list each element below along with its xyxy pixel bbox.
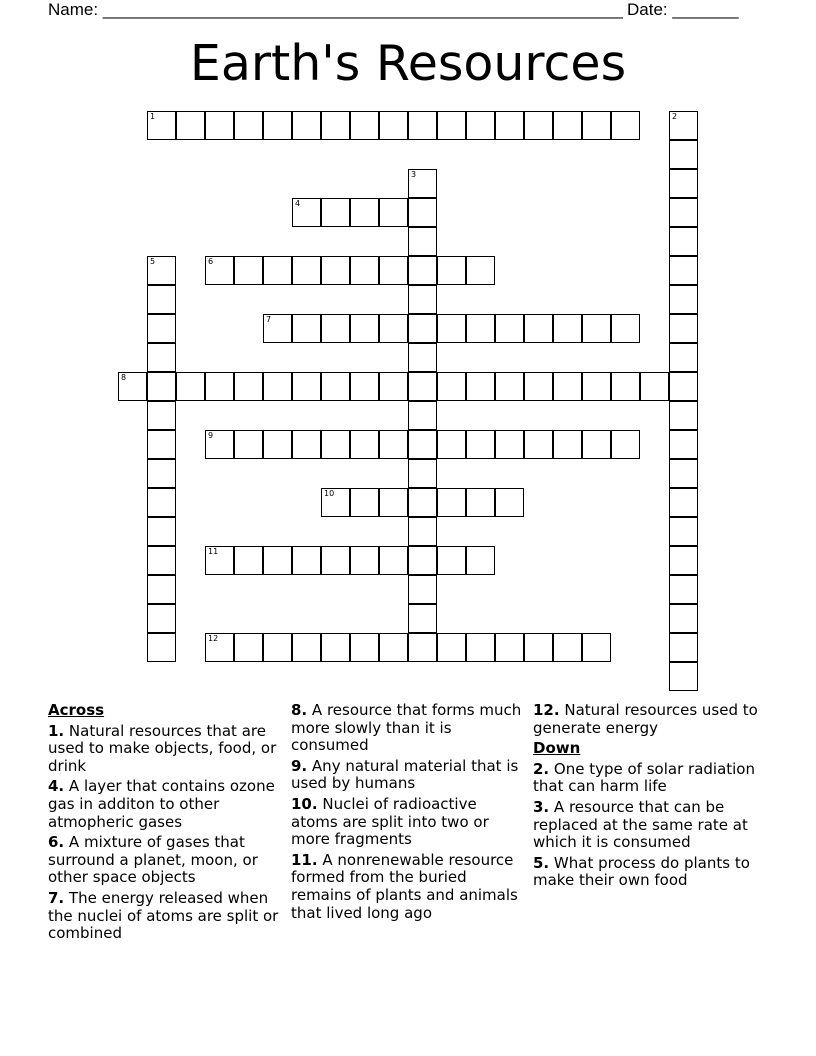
grid-cell[interactable] — [669, 459, 698, 488]
clue-number: 6. — [48, 833, 65, 852]
grid-cell[interactable] — [437, 488, 466, 517]
grid-cell[interactable] — [147, 488, 176, 517]
grid-cell[interactable] — [205, 633, 234, 662]
clue-number-label: 6 — [208, 257, 214, 266]
grid-cell[interactable] — [466, 633, 495, 662]
grid-cell[interactable] — [147, 546, 176, 575]
grid-cell[interactable] — [669, 546, 698, 575]
grid-cell[interactable] — [524, 372, 553, 401]
clue-number-label: 5 — [150, 257, 156, 266]
grid-cell[interactable] — [437, 430, 466, 459]
grid-cell[interactable] — [263, 256, 292, 285]
grid-cell[interactable] — [292, 633, 321, 662]
grid-cell[interactable] — [379, 633, 408, 662]
grid-cell[interactable] — [379, 546, 408, 575]
grid-cell[interactable] — [234, 546, 263, 575]
grid-cell[interactable] — [495, 111, 524, 140]
clue-number: 9. — [291, 756, 308, 775]
clue-number-label: 3 — [411, 170, 417, 179]
grid-cell[interactable] — [147, 604, 176, 633]
grid-cell[interactable] — [553, 633, 582, 662]
clue-text: Natural resources that are used to make objects, food, or drink — [48, 721, 277, 775]
grid-cell[interactable] — [234, 430, 263, 459]
grid-cell[interactable] — [669, 430, 698, 459]
grid-cell[interactable] — [437, 314, 466, 343]
grid-cell[interactable] — [466, 111, 495, 140]
clue-number-label: 7 — [266, 315, 272, 324]
grid-cell[interactable] — [176, 111, 205, 140]
clues-column-3 — [533, 702, 769, 893]
clues-column-2 — [291, 702, 523, 925]
grid-cell[interactable] — [611, 111, 640, 140]
grid-cell[interactable] — [669, 285, 698, 314]
grid-cell[interactable] — [466, 256, 495, 285]
clue-number-label: 11 — [208, 547, 219, 556]
grid-cell[interactable] — [205, 372, 234, 401]
grid-cell[interactable] — [176, 372, 205, 401]
clue-across-1 — [48, 723, 284, 776]
clue-text: What process do plants to make their own food — [533, 853, 750, 890]
clue-number: 2. — [533, 759, 550, 778]
grid-cell[interactable] — [379, 430, 408, 459]
grid-cell[interactable] — [437, 111, 466, 140]
grid-cell[interactable] — [582, 372, 611, 401]
grid-cell[interactable] — [292, 198, 321, 227]
clue-text: Any natural material that is used by humans — [291, 756, 519, 793]
grid-cell[interactable] — [408, 343, 437, 372]
grid-cell[interactable] — [147, 256, 176, 285]
clue-across-11 — [291, 852, 523, 922]
grid-cell[interactable] — [263, 372, 292, 401]
clue-number: 12. — [533, 701, 560, 719]
grid-cell[interactable] — [408, 488, 437, 517]
grid-cell[interactable] — [234, 633, 263, 662]
grid-cell[interactable] — [669, 575, 698, 604]
clue-number: 4. — [48, 777, 65, 796]
clue-number: 8. — [291, 701, 308, 719]
clues-column-1 — [48, 702, 284, 946]
grid-cell[interactable] — [350, 430, 379, 459]
grid-cell[interactable] — [321, 372, 350, 401]
grid-cell[interactable] — [640, 372, 669, 401]
clue-text: A layer that contains ozone gas in additon to other atmopheric gases — [48, 777, 275, 831]
across-heading: Across — [48, 701, 105, 719]
grid-cell[interactable] — [611, 430, 640, 459]
clue-text: A resource that forms much more slowly than it is consumed — [291, 701, 522, 755]
grid-cell[interactable] — [669, 401, 698, 430]
grid-cell[interactable] — [147, 343, 176, 372]
grid-cell[interactable] — [350, 256, 379, 285]
grid-cell[interactable] — [292, 546, 321, 575]
grid-cell[interactable] — [292, 111, 321, 140]
grid-cell[interactable] — [553, 314, 582, 343]
grid-cell[interactable] — [582, 633, 611, 662]
grid-cell[interactable] — [147, 459, 176, 488]
grid-cell[interactable] — [524, 633, 553, 662]
grid-cell[interactable] — [205, 430, 234, 459]
grid-cell[interactable] — [205, 256, 234, 285]
grid-cell[interactable] — [408, 633, 437, 662]
clue-text: A resource that can be replaced at the same rate at which it is consumed — [533, 797, 748, 852]
grid-cell[interactable] — [350, 372, 379, 401]
clue-down-3 — [533, 799, 769, 852]
grid-cell[interactable] — [321, 488, 350, 517]
grid-cell[interactable] — [466, 488, 495, 517]
date-field[interactable]: Date: _______ — [627, 0, 739, 19]
grid-cell[interactable] — [408, 546, 437, 575]
grid-cell[interactable] — [379, 314, 408, 343]
grid-cell[interactable] — [147, 430, 176, 459]
grid-cell[interactable] — [379, 198, 408, 227]
clue-text: A mixture of gases that surround a planet, moon, or other space objects — [48, 833, 258, 887]
grid-cell[interactable] — [669, 169, 698, 198]
grid-cell[interactable] — [321, 314, 350, 343]
grid-cell[interactable] — [292, 372, 321, 401]
grid-cell[interactable] — [437, 256, 466, 285]
grid-cell[interactable] — [669, 343, 698, 372]
down-heading: Down — [533, 739, 581, 758]
grid-cell[interactable] — [553, 111, 582, 140]
clue-number: 11. — [291, 850, 318, 869]
clue-text: Nuclei of radioactive atoms are split into two or more fragments — [291, 794, 489, 849]
grid-cell[interactable] — [234, 111, 263, 140]
clue-number-label: 4 — [295, 199, 301, 208]
grid-cell[interactable] — [408, 372, 437, 401]
clue-across-12 — [533, 702, 769, 737]
clue-text: A nonrenewable resource formed from the buried remains of plants and animals that lived long ago — [291, 850, 518, 922]
grid-cell[interactable] — [495, 314, 524, 343]
grid-cell[interactable] — [234, 372, 263, 401]
clue-across-6 — [48, 834, 284, 887]
grid-cell[interactable] — [408, 517, 437, 546]
page-title: Earth's Resources — [189, 35, 627, 92]
grid-cell[interactable] — [524, 314, 553, 343]
grid-cell[interactable] — [379, 372, 408, 401]
grid-cell[interactable] — [669, 604, 698, 633]
grid-cell[interactable] — [669, 111, 698, 140]
grid-cell[interactable] — [582, 430, 611, 459]
header-fields — [48, 0, 739, 20]
grid-cell[interactable] — [147, 575, 176, 604]
grid-cell[interactable] — [582, 314, 611, 343]
grid-cell[interactable] — [234, 256, 263, 285]
grid-cell[interactable] — [669, 662, 698, 691]
grid-cell[interactable] — [147, 401, 176, 430]
grid-cell[interactable] — [147, 372, 176, 401]
clue-down-5 — [533, 855, 769, 890]
grid-cell[interactable] — [495, 488, 524, 517]
clue-text: Natural resources used to generate energy — [533, 701, 758, 737]
grid-cell[interactable] — [437, 546, 466, 575]
grid-cell[interactable] — [321, 256, 350, 285]
grid-cell[interactable] — [408, 604, 437, 633]
grid-cell[interactable] — [205, 111, 234, 140]
grid-cell[interactable] — [466, 546, 495, 575]
clue-down-2 — [533, 761, 769, 796]
clue-number: 1. — [48, 721, 65, 740]
clue-text: One type of solar radiation that can harm life — [533, 759, 755, 796]
grid-cell[interactable] — [408, 285, 437, 314]
clue-number-label: 2 — [672, 112, 678, 121]
clue-number-label: 9 — [208, 431, 214, 440]
grid-cell[interactable] — [408, 169, 437, 198]
grid-cell[interactable] — [611, 372, 640, 401]
clue-number-label: 10 — [324, 489, 335, 498]
grid-cell[interactable] — [350, 633, 379, 662]
grid-cell[interactable] — [524, 111, 553, 140]
grid-cell[interactable] — [147, 517, 176, 546]
grid-cell[interactable] — [379, 256, 408, 285]
clue-across-4 — [48, 778, 284, 831]
grid-cell[interactable] — [466, 372, 495, 401]
grid-cell[interactable] — [437, 372, 466, 401]
grid-cell[interactable] — [292, 314, 321, 343]
name-field[interactable]: Name: _______________________________________________________ — [48, 0, 623, 19]
grid-cell[interactable] — [408, 227, 437, 256]
grid-cell[interactable] — [350, 546, 379, 575]
grid-cell[interactable] — [466, 314, 495, 343]
clue-text: The energy released when the nuclei of atoms are split or combined — [48, 888, 279, 943]
grid-cell[interactable] — [669, 488, 698, 517]
grid-cell[interactable] — [118, 372, 147, 401]
clue-number-label: 1 — [150, 112, 156, 121]
grid-cell[interactable] — [408, 430, 437, 459]
grid-cell[interactable] — [263, 546, 292, 575]
clue-number: 10. — [291, 794, 318, 813]
grid-cell[interactable] — [669, 227, 698, 256]
grid-cell[interactable] — [669, 517, 698, 546]
grid-cell[interactable] — [669, 372, 698, 401]
grid-cell[interactable] — [147, 111, 176, 140]
grid-cell[interactable] — [350, 314, 379, 343]
grid-cell[interactable] — [408, 256, 437, 285]
clue-number: 5. — [533, 853, 550, 872]
grid-cell[interactable] — [379, 111, 408, 140]
grid-cell[interactable] — [321, 198, 350, 227]
grid-cell[interactable] — [350, 198, 379, 227]
grid-cell[interactable] — [408, 198, 437, 227]
grid-cell[interactable] — [379, 488, 408, 517]
grid-cell[interactable] — [408, 459, 437, 488]
grid-cell[interactable] — [669, 633, 698, 662]
grid-cell[interactable] — [263, 633, 292, 662]
grid-cell[interactable] — [147, 285, 176, 314]
grid-cell[interactable] — [263, 430, 292, 459]
clue-number: 3. — [533, 797, 550, 816]
clue-number: 7. — [48, 888, 65, 907]
grid-cell[interactable] — [263, 314, 292, 343]
clue-across-7 — [48, 890, 284, 943]
clue-number-label: 8 — [121, 373, 127, 382]
grid-cell[interactable] — [437, 633, 466, 662]
grid-cell[interactable] — [582, 111, 611, 140]
grid-cell[interactable] — [669, 140, 698, 169]
grid-cell[interactable] — [292, 256, 321, 285]
grid-cell[interactable] — [495, 372, 524, 401]
grid-cell[interactable] — [205, 546, 234, 575]
grid-cell[interactable] — [147, 633, 176, 662]
grid-cell[interactable] — [350, 488, 379, 517]
grid-cell[interactable] — [524, 430, 553, 459]
grid-cell[interactable] — [495, 633, 524, 662]
grid-cell[interactable] — [553, 430, 582, 459]
clue-across-10 — [291, 796, 523, 849]
grid-cell[interactable] — [553, 372, 582, 401]
grid-cell[interactable] — [466, 430, 495, 459]
clue-across-9 — [291, 758, 523, 793]
clue-number-label: 12 — [208, 634, 219, 643]
grid-cell[interactable] — [611, 314, 640, 343]
grid-cell[interactable] — [669, 256, 698, 285]
grid-cell[interactable] — [321, 111, 350, 140]
grid-cell[interactable] — [408, 401, 437, 430]
grid-cell[interactable] — [408, 314, 437, 343]
grid-cell[interactable] — [263, 111, 292, 140]
grid-cell[interactable] — [408, 575, 437, 604]
grid-cell[interactable] — [147, 314, 176, 343]
clue-across-8 — [291, 702, 523, 755]
grid-cell[interactable] — [669, 198, 698, 227]
grid-cell[interactable] — [292, 430, 321, 459]
grid-cell[interactable] — [321, 633, 350, 662]
grid-cell[interactable] — [321, 430, 350, 459]
grid-cell[interactable] — [408, 111, 437, 140]
grid-cell[interactable] — [350, 111, 379, 140]
grid-cell[interactable] — [669, 314, 698, 343]
grid-cell[interactable] — [495, 430, 524, 459]
grid-cell[interactable] — [321, 546, 350, 575]
